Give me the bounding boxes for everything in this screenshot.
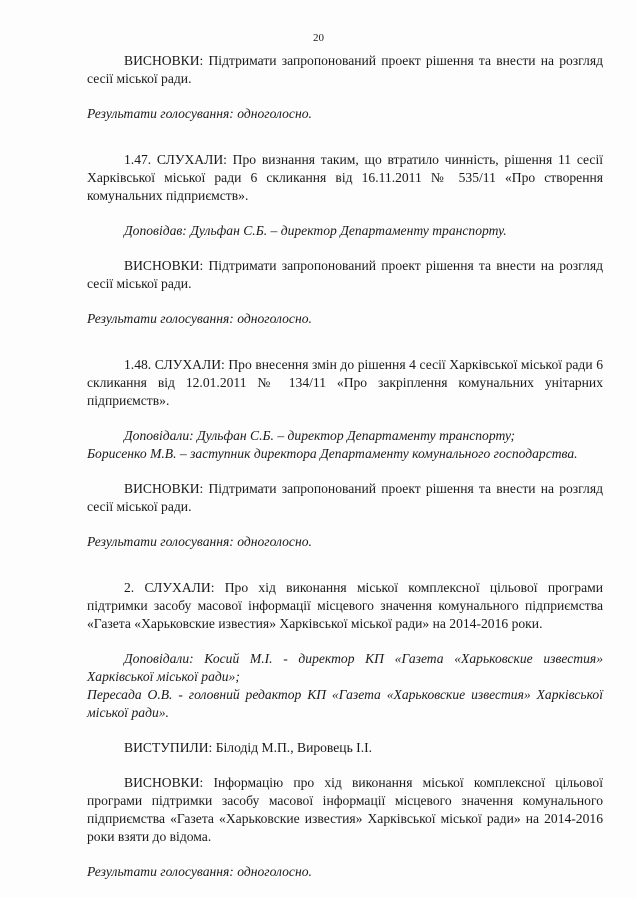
speaker-line: Пересада О.В. - головний редактор КП «Газета «Харьковские известия» Харківської міської ради». <box>87 687 603 720</box>
page-number: 20 <box>313 32 324 44</box>
voting-result: Результати голосування: одноголосно. <box>87 534 312 549</box>
voting-result: Результати голосування: одноголосно. <box>87 311 312 326</box>
speaker-line: Доповідали: Дульфан С.Б. – директор Департаменту транспорту; <box>124 428 515 443</box>
heard-item-2: 2. СЛУХАЛИ: Про хід виконання міської комплексної цільової програми підтримки засобу масової інформації місцевого значення комунального підприємства «Газета «Харьковские известия» Харківської міської ради» на 2014-2016 роки. <box>87 580 603 631</box>
speaker-line: Доповідали: Косий М.І. - директор КП «Газета «Харьковские известия» Харківської міської ради»; <box>87 651 603 684</box>
voting-result: Результати голосування: одноголосно. <box>87 864 312 879</box>
speaker-line: Доповідав: Дульфан С.Б. – директор Департаменту транспорту. <box>124 223 507 238</box>
page-content <box>87 52 603 881</box>
conclusion-paragraph: ВИСНОВКИ: Підтримати запропонований проект рішення та внести на розгляд сесії міської ради. <box>87 258 603 291</box>
heard-item-1-48: 1.48. СЛУХАЛИ: Про внесення змін до рішення 4 сесії Харківської міської ради 6 скликання від 12.01.2011 № 134/11 «Про закріплення комунальних унітарних підприємств». <box>87 357 603 408</box>
spoke-line: ВИСТУПИЛИ: Білодід М.П., Вировець І.І. <box>124 740 373 755</box>
conclusion-paragraph: ВИСНОВКИ: Підтримати запропонований проект рішення та внести на розгляд сесії міської ради. <box>87 481 603 514</box>
speaker-line: Борисенко М.В. – заступник директора Департаменту комунального господарства. <box>87 446 578 461</box>
voting-result: Результати голосування: одноголосно. <box>87 106 312 121</box>
conclusion-paragraph: ВИСНОВКИ: Підтримати запропонований проект рішення та внести на розгляд сесії міської ради. <box>87 53 603 86</box>
conclusion-paragraph: ВИСНОВКИ: Інформацію про хід виконання міської комплексної цільової програми підтримки засобу масової інформації місцевого значення комунального підприємства «Газета «Харьковские известия» Харківської міської ради» на 2014-2016 роки взяти до відома. <box>87 775 603 844</box>
heard-item-1-47: 1.47. СЛУХАЛИ: Про визнання таким, що втратило чинність, рішення 11 сесії Харківської міської ради 6 скликання від 16.11.2011 № 535/11 «Про створення комунальних підприємств». <box>87 152 603 203</box>
